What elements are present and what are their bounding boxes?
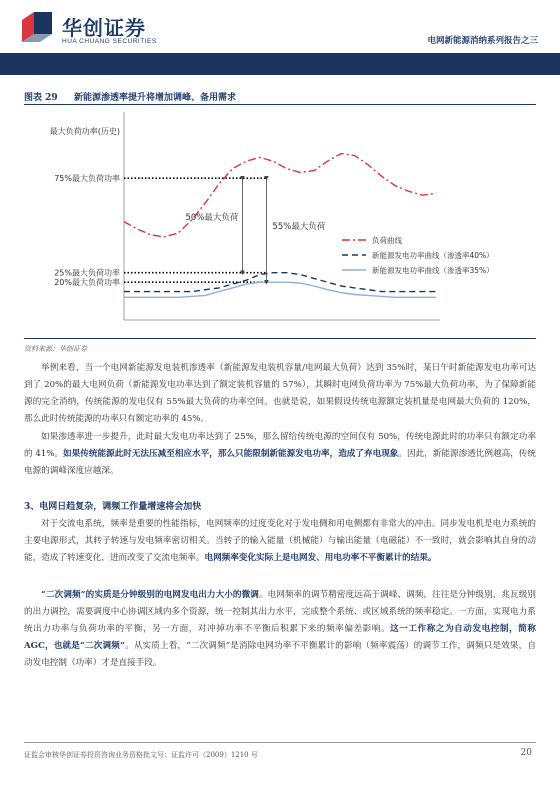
footer-disclaimer: 证监会审核华创证券投资咨询业务资格批文号：证监许可（2009）1210 号 [24, 751, 258, 759]
section-heading: 3、电网日趋复杂，调频工作量增速将会加快 [24, 502, 202, 512]
legend-label-1: 负荷曲线 [372, 236, 402, 245]
paragraph-penetration: 如果渗透率进一步提升，此时最大发电功率达到了 25%，那么留给传统电源的空间仅有 50%，传统电源此时的功率只有额定功率的 41%。如果传统能源此时无法压减至相应水平，那么只能限制新能源发电功率，造成了弃电现象。因此，新能源渗透比例越高，传统电源的调峰深度应越深。 [24, 432, 536, 476]
paragraph-frequency: 对于交流电系统，频率是重要的性能指标，电网频率的过度变化对于发电侧和用电侧都有非常大的冲击。同步发电机是电力系统的主要电源形式，其转子转速与发电频率密切相关。当转子的输入能量（机械能）与输出能量（电磁能）不一致时，就会影响其自身的动能，造成了转速变化，进而改变了交流电频率。电网频率变化实际上是电网发、用电功率不平衡累计的结果。 [24, 519, 536, 563]
y-level-label: 最大负荷功率(历史) [49, 126, 120, 136]
y-level-label: 25%最大负荷功率 [54, 268, 120, 278]
load-curve-chart [24, 106, 536, 338]
chart-annotations [186, 178, 326, 282]
series-line-3 [124, 282, 436, 297]
huachuang-logo-icon [20, 10, 54, 44]
paragraph-example: 举例来看，当一个电网新能源发电装机渗透率（新能源发电装机容量/电网最大负荷）达到 35%时，某日午时新能源发电功率可达到了 20%的最大电网负荷（新能源发电功率达到了额定装机容量的 57%），其瞬时电网负荷功率为 75%最大负荷功率，为了保障新能源的完全消纳，传统能源的发电仅有 55%最大负荷的功率空间。也就是说，如果假设传统电源额定装机量是电网最大负荷的 120%，那么此时传统能源的功率只有额定功率的 45%。 [24, 363, 536, 424]
figure-top-rule [24, 104, 536, 105]
annotation-label-50: 50%最大负荷 [185, 212, 239, 223]
chart-axes [124, 112, 440, 320]
header-band [0, 53, 560, 75]
paragraph-agc: “二次调频”的实质是分钟级别的电网发电出力大小的微调。电网频率的调节精密度远高于调峰、调频，往往是分钟级别，兆瓦级别的出力调控，需要调度中心协调区域内多个资源，统一控制其出力水平，完成整个系统、或区域系统的频率稳定。一方面，实现电力系统出力功率与负荷功率的平衡，另一方面，对冲掉功率不平衡后积累下来的频率偏差影响。这一工作称之为自动发电控制，简称 AGC，也就是“二次调频”。从实质上看，“二次调频”是消除电网功率不平衡累计的影响（频率震荡）的调节工作，调频只是效果，自动发电控制（功率）才是直接手段。 [24, 590, 536, 668]
brand-name-cn: 华创证券 [62, 16, 146, 40]
figure-bottom-rule [24, 338, 536, 339]
brand-name-en: HUA CHUANG SECURITIES [62, 38, 157, 45]
annotation-label-55: 55%最大负荷 [272, 222, 326, 233]
figure-title: 新能源渗透率提升将增加调峰、备用需求 [74, 93, 237, 103]
chart-level-lines [50, 126, 267, 287]
figure-label: 图表 29 [24, 93, 58, 103]
page-number: 20 [520, 748, 532, 758]
y-level-label: 75%最大负荷功率 [54, 174, 120, 184]
legend-label-3: 新能源发电功率曲线（渗透率35%） [372, 266, 494, 275]
report-series-title: 电网新能源消纳系列报告之三 [427, 36, 538, 46]
chart-legend [342, 235, 494, 275]
figure-source: 资料来源：华创证券 [24, 345, 87, 353]
y-level-label: 20%最大负荷功率 [54, 278, 120, 288]
legend-label-2: 新能源发电功率曲线（渗透率40%） [372, 251, 494, 260]
footer-rule [24, 742, 536, 743]
